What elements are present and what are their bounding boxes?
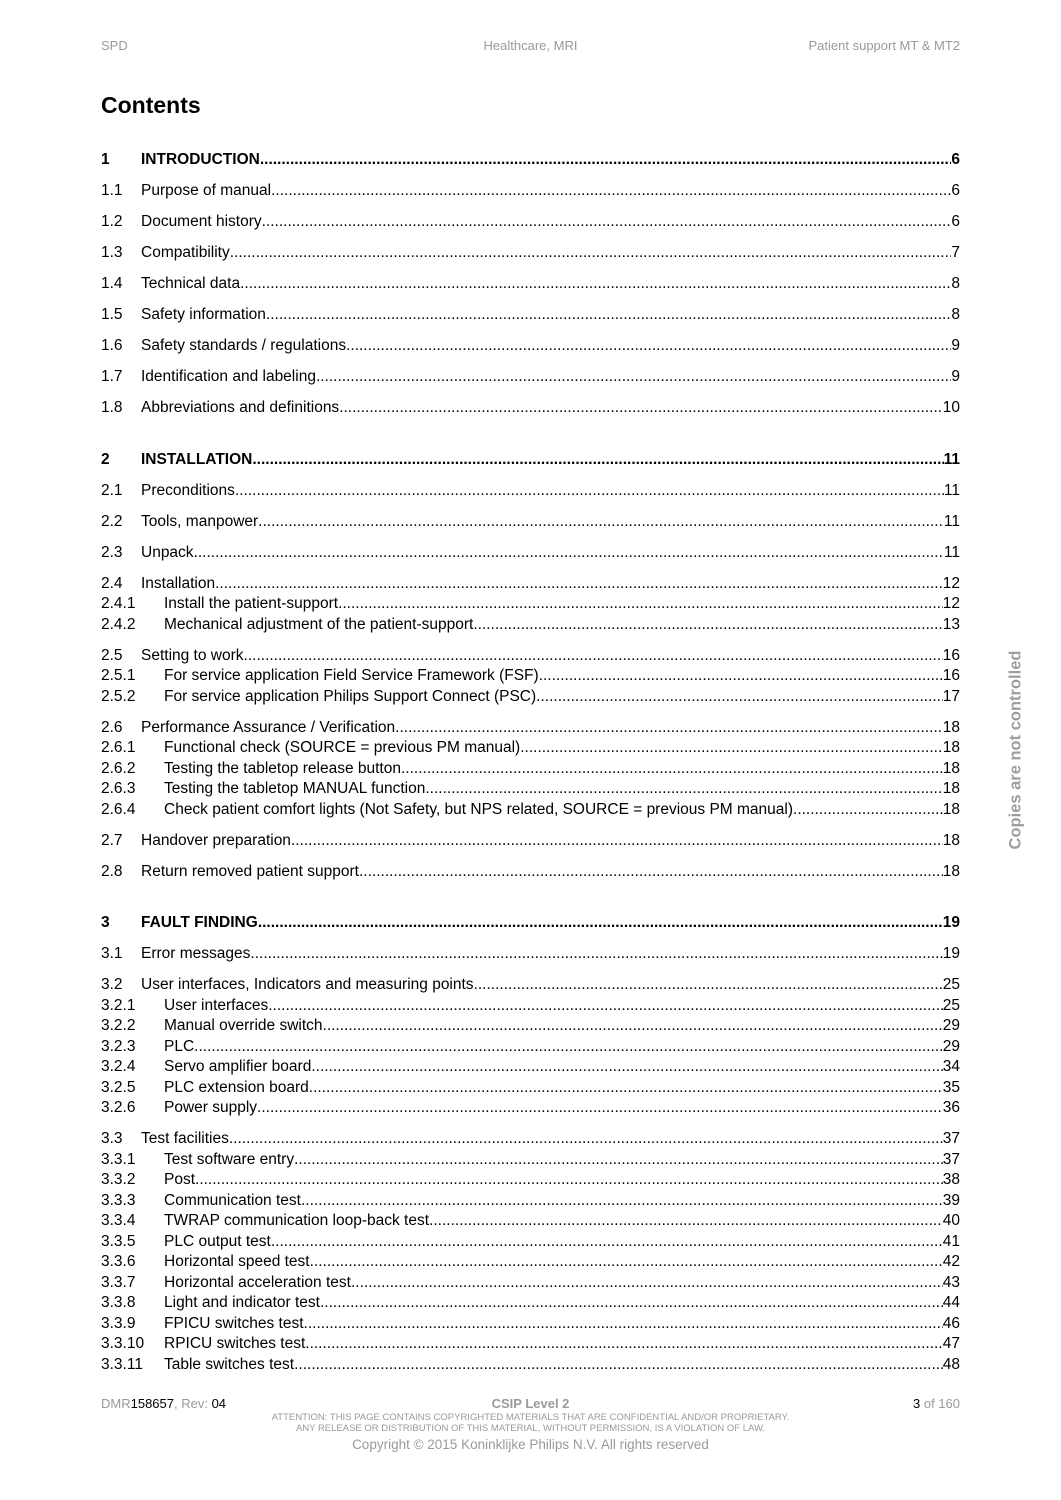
toc-entry-page: 6 (951, 151, 960, 168)
toc-entry-number: 2.1 (101, 481, 123, 499)
toc-entry-leader (425, 779, 942, 800)
footer-rev-label: , Rev: (174, 1396, 212, 1411)
toc-entry-page: 8 (951, 306, 960, 323)
toc-entry-page: 38 (942, 1171, 960, 1188)
toc-entry-leader (316, 367, 951, 388)
toc-entry-title: Horizontal acceleration test (164, 1273, 351, 1291)
toc-entry[interactable] (101, 450, 960, 471)
toc-entry-title: RPICU switches test (164, 1335, 306, 1352)
toc-entry-number: 3.3.5 (101, 1232, 136, 1250)
toc-entry-title: Functional check (SOURCE = previous PM manual) (164, 739, 521, 756)
toc-entry[interactable] (101, 243, 960, 264)
toc-entry-page: 18 (942, 739, 960, 756)
toc-entry-page: 8 (951, 275, 960, 292)
toc-entry-number: 3.3.1 (101, 1150, 136, 1168)
footer-page-of: of 160 (920, 1396, 960, 1411)
toc-entry-page: 40 (942, 1212, 960, 1229)
toc-entry-title: Return removed patient support (141, 862, 359, 880)
toc-entry-page: 9 (951, 337, 960, 354)
toc-entry-page: 19 (942, 914, 960, 931)
toc-entry-number: 2.7 (101, 831, 123, 849)
toc-entry-leader (229, 1129, 943, 1150)
toc-entry-page: 42 (942, 1253, 960, 1270)
toc-entry-leader (244, 646, 943, 667)
toc-entry-title: Horizontal speed test (164, 1253, 310, 1270)
toc-entry-number: 1.5 (101, 306, 123, 323)
toc-entry-leader (539, 666, 943, 687)
toc-entry-title: Tools, manpower (141, 512, 259, 530)
toc-entry-leader (240, 274, 951, 295)
footer-notice-line2: ANY RELEASE OR DISTRIBUTION OF THIS MATERIAL, WITHOUT PERMISSION, IS A VIOLATION OF LAW. (295, 1423, 766, 1434)
toc-entry-number: 3.3.8 (101, 1294, 136, 1311)
toc-entry-leader (310, 1252, 943, 1273)
toc-entry[interactable] (101, 1355, 960, 1376)
toc-entry[interactable] (101, 800, 960, 821)
toc-entry[interactable] (101, 1232, 960, 1253)
toc-entry-leader (323, 1016, 943, 1037)
toc-entry[interactable] (101, 1273, 960, 1294)
toc-entry-title: Power supply (164, 1099, 258, 1116)
toc-entry[interactable] (101, 1293, 960, 1314)
toc-entry-title: Testing the tabletop release button (164, 759, 401, 777)
toc-entry-title: TWRAP communication loop-back test (164, 1212, 430, 1229)
toc-entry-number: 3.1 (101, 945, 123, 962)
toc-entry-leader (294, 1355, 943, 1376)
toc-entry-number: 2.5.1 (101, 667, 136, 684)
toc-entry-leader (230, 243, 952, 264)
toc-entry-title: INTRODUCTION (141, 151, 260, 168)
toc-entry[interactable] (101, 481, 960, 502)
toc-entry-number: 2.6 (101, 718, 123, 736)
toc-entry[interactable] (101, 1129, 960, 1150)
toc-entry[interactable] (101, 738, 960, 759)
toc-entry[interactable] (101, 1037, 960, 1058)
toc-entry-title: Technical data (141, 275, 241, 292)
toc-entry-number: 2.8 (101, 862, 123, 880)
toc-entry-number: 3.3.3 (101, 1191, 136, 1209)
toc-entry-number: 1.3 (101, 244, 123, 261)
toc-entry-page: 34 (942, 1058, 960, 1075)
toc-entry[interactable] (101, 1170, 960, 1191)
toc-entry-title: Test facilities (141, 1130, 229, 1147)
toc-entry-number: 3.3.9 (101, 1314, 136, 1332)
toc-entry-number: 3.2.2 (101, 1017, 136, 1034)
toc-entry-number: 3.2.4 (101, 1058, 136, 1075)
toc-entry-leader (339, 398, 943, 419)
toc-entry[interactable] (101, 1252, 960, 1273)
toc-entry-number: 2.6.4 (101, 800, 136, 818)
toc-entry-title: User interfaces (164, 996, 269, 1014)
toc-entry-number: 2.4.1 (101, 595, 136, 612)
toc-entry-number: 3.3.10 (101, 1335, 145, 1352)
toc-entry-title: Check patient comfort lights (Not Safety, but NPS related, SOURCE = previous PM manual) (164, 800, 794, 818)
toc-entry-title: Document history (141, 213, 262, 230)
footer-doc-prefix: DMR (101, 1396, 131, 1411)
header-right: Patient support MT & MT2 (808, 38, 960, 53)
toc-entry-title: Error messages (141, 945, 251, 962)
toc-entry-leader (474, 975, 943, 996)
toc-entry-page: 18 (942, 831, 960, 849)
header-left: SPD (101, 38, 128, 53)
toc-entry-page: 17 (942, 687, 960, 705)
toc-entry[interactable] (101, 759, 960, 780)
toc-entry-leader (258, 512, 944, 533)
toc-entry-title: Setting to work (141, 646, 244, 664)
toc-entry-leader (520, 738, 943, 759)
toc-entry-number: 3.3.11 (101, 1355, 143, 1373)
toc-entry[interactable] (101, 367, 960, 388)
toc-entry-leader (291, 831, 943, 852)
toc-entry-leader (252, 450, 943, 471)
toc-entry-number: 2.4 (101, 574, 123, 592)
toc-entry-title: Purpose of manual (141, 182, 272, 199)
toc-entry-title: PLC extension board (164, 1078, 309, 1096)
toc-entry-leader (235, 481, 944, 502)
toc-entry-leader (536, 687, 943, 708)
toc-entry[interactable] (101, 305, 960, 326)
toc-entry-leader (473, 615, 942, 636)
toc-entry-page: 29 (942, 1037, 960, 1055)
toc-entry-page: 46 (942, 1314, 960, 1332)
toc-entry-page: 25 (942, 976, 960, 993)
toc-entry-leader (194, 543, 944, 564)
toc-entry[interactable] (101, 779, 960, 800)
toc-entry[interactable] (101, 615, 960, 636)
toc-entry-number: 1.4 (101, 275, 123, 292)
toc-entry-number: 1.2 (101, 213, 123, 230)
toc-entry-page: 11 (943, 481, 960, 499)
toc-entry[interactable] (101, 996, 960, 1017)
page-title: Contents (101, 92, 201, 118)
toc-entry-leader (271, 1232, 943, 1253)
toc-entry-page: 44 (942, 1294, 960, 1311)
toc-entry-page: 35 (942, 1078, 960, 1096)
toc-entry-leader (320, 1293, 943, 1314)
toc-entry-leader (194, 1037, 943, 1058)
toc-entry-page: 12 (942, 595, 960, 612)
toc-entry-page: 41 (942, 1232, 960, 1250)
toc-entry-page: 18 (942, 862, 960, 880)
toc-entry-number: 2.5.2 (101, 687, 136, 705)
toc-entry-page: 29 (942, 1017, 960, 1034)
toc-entry-title: Communication test (164, 1191, 301, 1209)
toc-entry-leader (262, 212, 952, 233)
toc-entry-page: 18 (942, 780, 960, 797)
toc-entry-leader (309, 1078, 943, 1099)
toc-entry-title: Performance Assurance / Verification (141, 718, 396, 736)
toc-entry-page: 43 (942, 1273, 960, 1291)
toc-entry-title: Compatibility (141, 244, 230, 261)
toc-entry-title: Servo amplifier board (164, 1058, 312, 1075)
toc-entry-number: 2 (101, 450, 110, 468)
toc-entry-leader (215, 574, 943, 595)
footer-doc-number: 158657 (130, 1396, 174, 1411)
toc-entry-title: Abbreviations and definitions (141, 399, 340, 416)
toc-entry[interactable] (101, 1334, 960, 1355)
toc-entry-leader (304, 1314, 943, 1335)
toc-entry-title: Testing the tabletop MANUAL function (164, 780, 426, 797)
toc-entry-leader (351, 1273, 943, 1294)
toc-entry[interactable] (101, 574, 960, 595)
toc-entry-title: INSTALLATION (141, 450, 253, 468)
toc-entry-title: Install the patient-support (164, 595, 339, 612)
toc-entry-page: 37 (942, 1130, 960, 1147)
toc-entry-page: 18 (942, 718, 960, 736)
toc-entry-number: 1 (101, 151, 110, 168)
toc-entry-title: Preconditions (141, 481, 235, 499)
toc-entry-leader (195, 1170, 943, 1191)
toc-entry-leader (260, 150, 952, 171)
toc-entry-leader (301, 1191, 943, 1212)
toc-entry-title: Installation (141, 574, 216, 592)
toc-entry-title: User interfaces, Indicators and measuring points (141, 976, 474, 993)
toc-entry-number: 3.3.7 (101, 1273, 136, 1291)
toc-entry[interactable] (101, 594, 960, 615)
toc-entry-leader (266, 305, 951, 326)
toc-entry-number: 3.2 (101, 976, 123, 993)
toc-entry-leader (793, 800, 943, 821)
toc-entry-leader (311, 1057, 942, 1078)
toc-entry[interactable] (101, 543, 960, 564)
toc-entry-page: 39 (942, 1191, 960, 1209)
toc-entry[interactable] (101, 398, 960, 419)
toc-entry-number: 3 (101, 914, 110, 931)
toc-entry[interactable] (101, 1191, 960, 1212)
toc-entry-number: 2.4.2 (101, 615, 136, 633)
toc-entry-title: PLC output test (164, 1232, 271, 1250)
toc-entry[interactable] (101, 1098, 960, 1119)
toc-entry-title: Unpack (141, 543, 194, 561)
footer-rev: 04 (211, 1396, 227, 1411)
toc-entry-number: 3.3 (101, 1130, 123, 1147)
toc-entry-leader (257, 1098, 943, 1119)
toc-entry-page: 18 (942, 759, 960, 777)
toc-entry-page: 36 (942, 1099, 960, 1116)
toc-entry[interactable] (101, 1150, 960, 1171)
toc-entry-title: Light and indicator test (164, 1294, 320, 1311)
toc-entry-number: 2.6.2 (101, 759, 136, 777)
toc-entry[interactable] (101, 1016, 960, 1037)
toc-entry-leader (271, 181, 951, 202)
toc-entry[interactable] (101, 336, 960, 357)
toc-entry-page: 7 (951, 244, 960, 261)
toc-entry-number: 3.2.6 (101, 1099, 136, 1116)
toc-entry-number: 2.6.3 (101, 780, 136, 797)
toc-entry-number: 2.5 (101, 646, 123, 664)
toc-entry-number: 1.6 (101, 337, 123, 354)
toc-entry[interactable] (101, 512, 960, 533)
toc-entry-leader (401, 759, 943, 780)
toc-entry-page: 6 (951, 182, 960, 199)
toc-entry[interactable] (101, 718, 960, 739)
toc-entry-leader (395, 718, 943, 739)
toc-entry-page: 10 (942, 399, 960, 416)
toc-entry-title: PLC (164, 1037, 195, 1055)
footer-page-number (913, 1396, 960, 1411)
toc-entry-leader (305, 1334, 942, 1355)
toc-entry-leader (294, 1150, 943, 1171)
toc-entry-leader (429, 1211, 943, 1232)
toc-entry-leader (258, 913, 943, 934)
toc-entry-page: 47 (942, 1335, 960, 1352)
toc-entry-page: 37 (942, 1150, 960, 1168)
toc-entry-page: 12 (942, 574, 960, 592)
toc-entry-page: 16 (942, 667, 960, 684)
table-of-contents (101, 150, 960, 1375)
toc-entry-number: 2.3 (101, 543, 123, 561)
toc-entry-number: 2.2 (101, 512, 123, 530)
toc-entry-page: 19 (942, 945, 960, 962)
toc-entry[interactable] (101, 862, 960, 883)
toc-entry-page: 11 (943, 543, 960, 561)
toc-entry-title: Manual override switch (164, 1017, 323, 1034)
toc-entry[interactable] (101, 913, 960, 934)
toc-entry-leader (268, 996, 943, 1017)
header-center: Healthcare, MRI (483, 38, 578, 53)
toc-entry-title: Safety standards / regulations (141, 337, 347, 354)
toc-entry-page: 16 (942, 646, 960, 664)
toc-entry-number: 3.2.1 (101, 996, 136, 1014)
toc-entry-leader (338, 594, 943, 615)
toc-entry-page: 11 (943, 512, 960, 530)
toc-entry-page: 9 (951, 368, 960, 385)
toc-entry[interactable] (101, 212, 960, 233)
toc-entry-page: 6 (951, 213, 960, 230)
toc-entry[interactable] (101, 1211, 960, 1232)
toc-entry-title: Table switches test (164, 1355, 295, 1373)
toc-entry-number: 3.2.3 (101, 1037, 136, 1055)
toc-entry-title: Post (164, 1171, 196, 1188)
toc-entry-page: 11 (943, 450, 960, 468)
toc-entry-title: Test software entry (164, 1150, 295, 1168)
toc-entry-title: Safety information (141, 306, 266, 323)
toc-entry-title: For service application Philips Support Connect (PSC) (164, 687, 537, 705)
toc-entry-number: 3.3.2 (101, 1171, 136, 1188)
toc-entry-page: 48 (942, 1355, 960, 1373)
toc-entry[interactable] (101, 274, 960, 295)
toc-entry-page: 25 (942, 996, 960, 1014)
toc-entry[interactable] (101, 666, 960, 687)
toc-entry-title: Mechanical adjustment of the patient-support (164, 615, 474, 633)
toc-entry[interactable] (101, 1057, 960, 1078)
toc-entry[interactable] (101, 944, 960, 965)
toc-entry-title: FAULT FINDING (141, 914, 258, 931)
footer-page-current: 3 (913, 1396, 921, 1411)
toc-entry-number: 1.7 (101, 368, 123, 385)
footer-level: CSIP Level 2 (491, 1396, 570, 1411)
watermark: Copies are not controlled (1006, 650, 1025, 850)
toc-entry[interactable] (101, 646, 960, 667)
toc-entry-number: 3.3.4 (101, 1212, 136, 1229)
toc-entry[interactable] (101, 1314, 960, 1335)
toc-entry-leader (250, 944, 942, 965)
toc-entry[interactable] (101, 181, 960, 202)
toc-entry-page: 18 (942, 800, 960, 818)
toc-entry-title: For service application Field Service Framework (FSF) (164, 667, 539, 684)
toc-entry[interactable] (101, 150, 960, 171)
toc-entry-title: FPICU switches test (164, 1314, 304, 1332)
toc-entry-leader (359, 862, 943, 883)
toc-entry-number: 3.3.6 (101, 1253, 136, 1270)
toc-entry[interactable] (101, 687, 960, 708)
footer-notice-line1: ATTENTION: THIS PAGE CONTAINS COPYRIGHTED MATERIALS THAT ARE CONFIDENTIAL AND/OR PROPRIETARY. (271, 1412, 790, 1423)
toc-entry-number: 3.2.5 (101, 1078, 136, 1096)
toc-entry-title: Handover preparation (141, 831, 291, 849)
toc-entry-page: 13 (942, 615, 960, 633)
footer-copyright: Copyright © 2015 Koninklijke Philips N.V. All rights reserved (352, 1437, 709, 1452)
toc-entry-number: 2.6.1 (101, 739, 136, 756)
toc-entry-leader (346, 336, 951, 357)
toc-entry-number: 1.8 (101, 399, 123, 416)
toc-entry[interactable] (101, 975, 960, 996)
toc-entry-title: Identification and labeling (141, 368, 316, 385)
toc-entry-number: 1.1 (101, 182, 123, 199)
toc-entry[interactable] (101, 831, 960, 852)
toc-entry[interactable] (101, 1078, 960, 1099)
